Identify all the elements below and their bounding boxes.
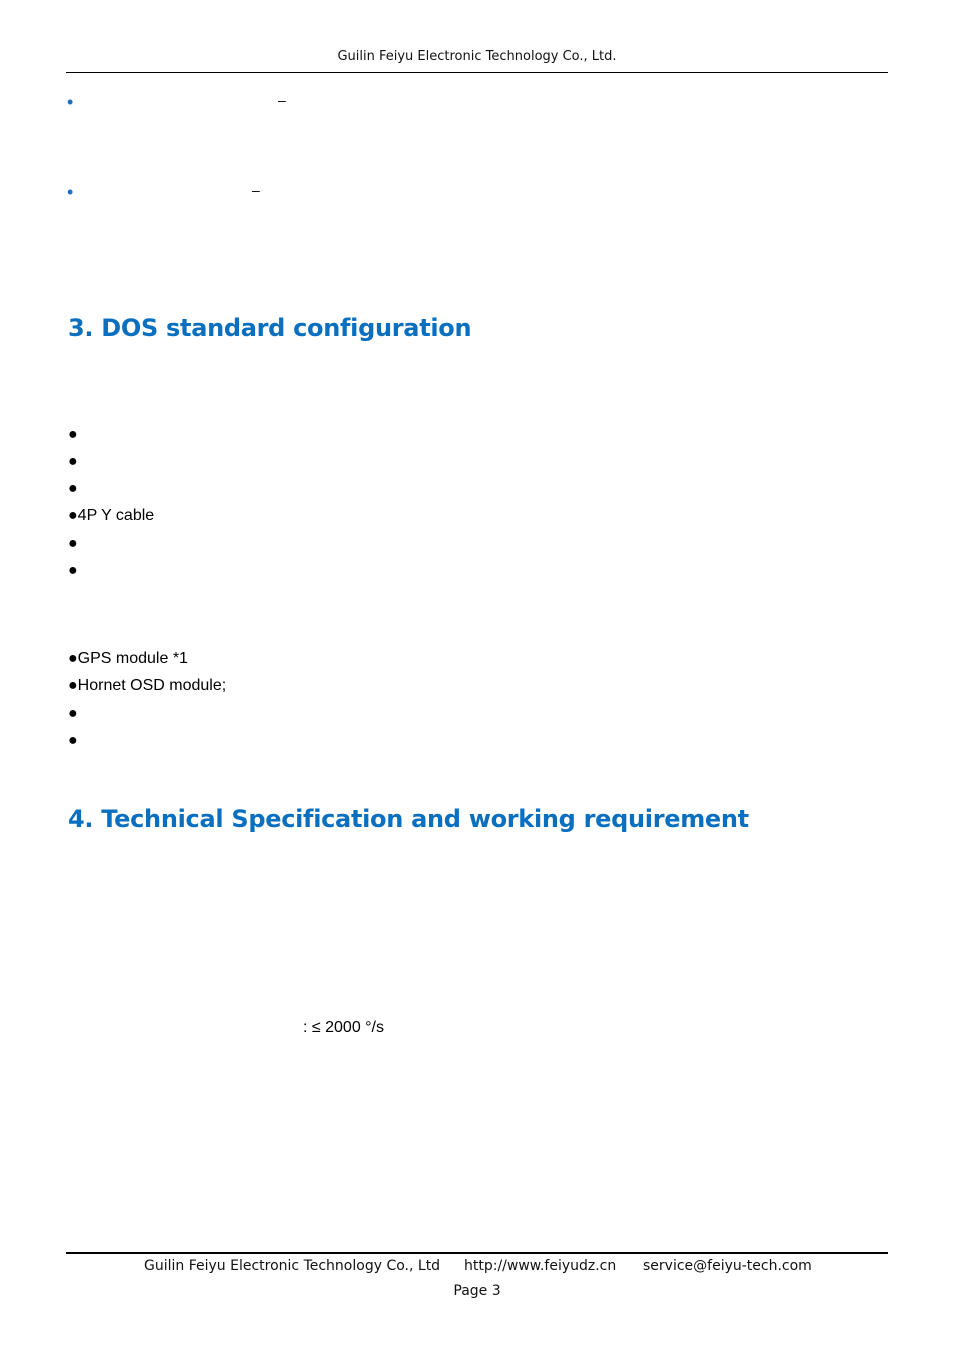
header-divider bbox=[66, 72, 888, 73]
footer-divider bbox=[66, 1252, 888, 1254]
list-item: ● bbox=[68, 732, 78, 749]
section-3-heading: 3. DOS standard configuration bbox=[68, 314, 472, 342]
footer-company: Guilin Feiyu Electronic Technology Co., Ltd bbox=[144, 1258, 441, 1274]
spec-value: : ≤ 2000 °/s bbox=[303, 1019, 384, 1036]
list-item: ●Hornet OSD module; bbox=[68, 677, 227, 694]
list-item: ● bbox=[68, 426, 78, 443]
section-4-heading: 4. Technical Specification and working requirement bbox=[68, 805, 749, 833]
bullet-dash: – bbox=[252, 182, 260, 198]
page-number: Page 3 bbox=[453, 1283, 501, 1299]
list-item: ● bbox=[68, 480, 78, 497]
list-item: ●4P Y cable bbox=[68, 507, 155, 524]
list-item: ● bbox=[68, 535, 78, 552]
bullet-dash: – bbox=[278, 92, 286, 108]
footer-website-link[interactable]: http://www.feiyudz.cn bbox=[464, 1258, 617, 1274]
list-item: ● bbox=[68, 562, 78, 579]
list-item: ● bbox=[68, 705, 78, 722]
bullet-dot: • bbox=[67, 182, 74, 202]
list-item: ●GPS module *1 bbox=[68, 650, 188, 667]
bullet-dot: • bbox=[67, 92, 74, 112]
footer-email-link[interactable]: service@feiyu-tech.com bbox=[643, 1258, 812, 1274]
list-item: ● bbox=[68, 453, 78, 470]
page-header-company: Guilin Feiyu Electronic Technology Co., Ltd. bbox=[337, 49, 617, 64]
